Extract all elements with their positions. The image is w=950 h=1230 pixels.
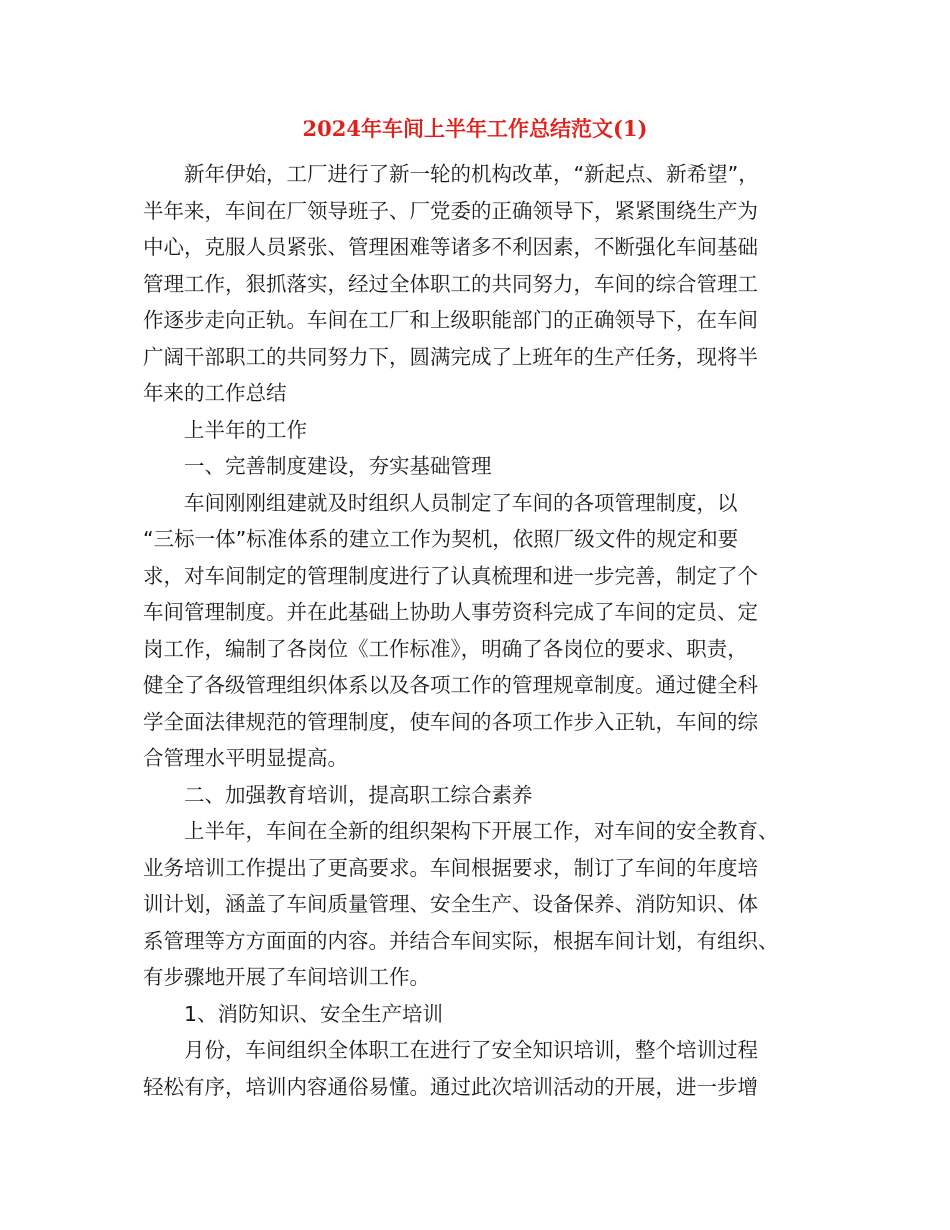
text-line: 中心，克服人员紧张、管理困难等诸多不利因素，不断强化车间基础	[143, 235, 758, 259]
section-heading	[143, 412, 815, 449]
paragraph-training	[143, 813, 815, 996]
heading-line: 上半年的工作	[184, 417, 307, 442]
text-line: 系管理等方方面面的内容。并结合车间实际，根据车间计划，有组织、	[143, 928, 779, 953]
text-line: 合管理水平明显提高。	[143, 746, 348, 770]
text-line: 月份，车间组织全体职工在进行了安全知识培训，整个培训过程	[184, 1038, 758, 1062]
text-line: 管理工作，狠抓落实，经过全体职工的共同努力，车间的综合管理工	[143, 271, 758, 296]
document-title: 2024年车间上半年工作总结范文(1)	[302, 116, 648, 141]
text-line: 上半年，车间在全新的组织架构下开展工作，对车间的安全教育、	[184, 819, 779, 843]
paragraph-intro	[143, 156, 815, 412]
text-line: 健全了各级管理组织体系以及各项工作的管理规章制度。通过健全科	[143, 673, 758, 697]
text-line: 年来的工作总结	[143, 381, 287, 405]
text-line: 新年伊始，工厂进行了新一轮的机构改革，“新起点、新希望”，	[184, 162, 759, 186]
paragraph-fire-safety	[143, 1032, 815, 1105]
text-line: 有步骤地开展了车间培训工作。	[143, 965, 430, 989]
text-line: 半年来，车间在厂领导班子、厂党委的正确领导下，紧紧围绕生产为	[143, 198, 758, 223]
text-line: 车间管理制度。并在此基础上协助人事劳资科完成了车间的定员、定	[143, 600, 758, 624]
heading-line: 一、完善制度建设，夯实基础管理	[184, 454, 492, 478]
text-line: 广阔干部职工的共同努力下，圆满完成了上班年的生产任务，现将半	[143, 344, 758, 369]
text-line: 学全面法律规范的管理制度，使车间的各项工作步入正轨，车间的综	[143, 709, 758, 734]
heading-line: 二、加强教育培训，提高职工综合素养	[184, 782, 533, 807]
text-line: “三标一体”标准体系的建立工作为契机，依照厂级文件的规定和要	[143, 527, 739, 551]
text-line: 车间刚刚组建就及时组织人员制定了车间的各项管理制度，以	[184, 490, 738, 515]
text-line: 作逐步走向正轨。车间在工厂和上级职能部门的正确领导下，在车间	[143, 308, 758, 332]
document-body	[143, 156, 815, 1105]
heading-line: 1、消防知识、安全生产培训	[184, 1001, 444, 1026]
text-line: 业务培训工作提出了更高要求。车间根据要求，制订了车间的年度培	[143, 855, 758, 880]
text-line: 轻松有序，培训内容通俗易懂。通过此次培训活动的开展，进一步增	[143, 1074, 758, 1099]
section-heading	[143, 448, 815, 485]
text-line: 岗工作，编制了各岗位《工作标准》，明确了各岗位的要求、职责，	[143, 636, 748, 661]
paragraph-system	[143, 485, 815, 777]
text-line: 训计划，涵盖了车间质量管理、安全生产、设备保养、消防知识、体	[143, 892, 758, 916]
section-heading	[143, 996, 815, 1033]
text-line: 求，对车间制定的管理制度进行了认真梳理和进一步完善，制定了个	[143, 563, 758, 588]
section-heading	[143, 777, 815, 814]
